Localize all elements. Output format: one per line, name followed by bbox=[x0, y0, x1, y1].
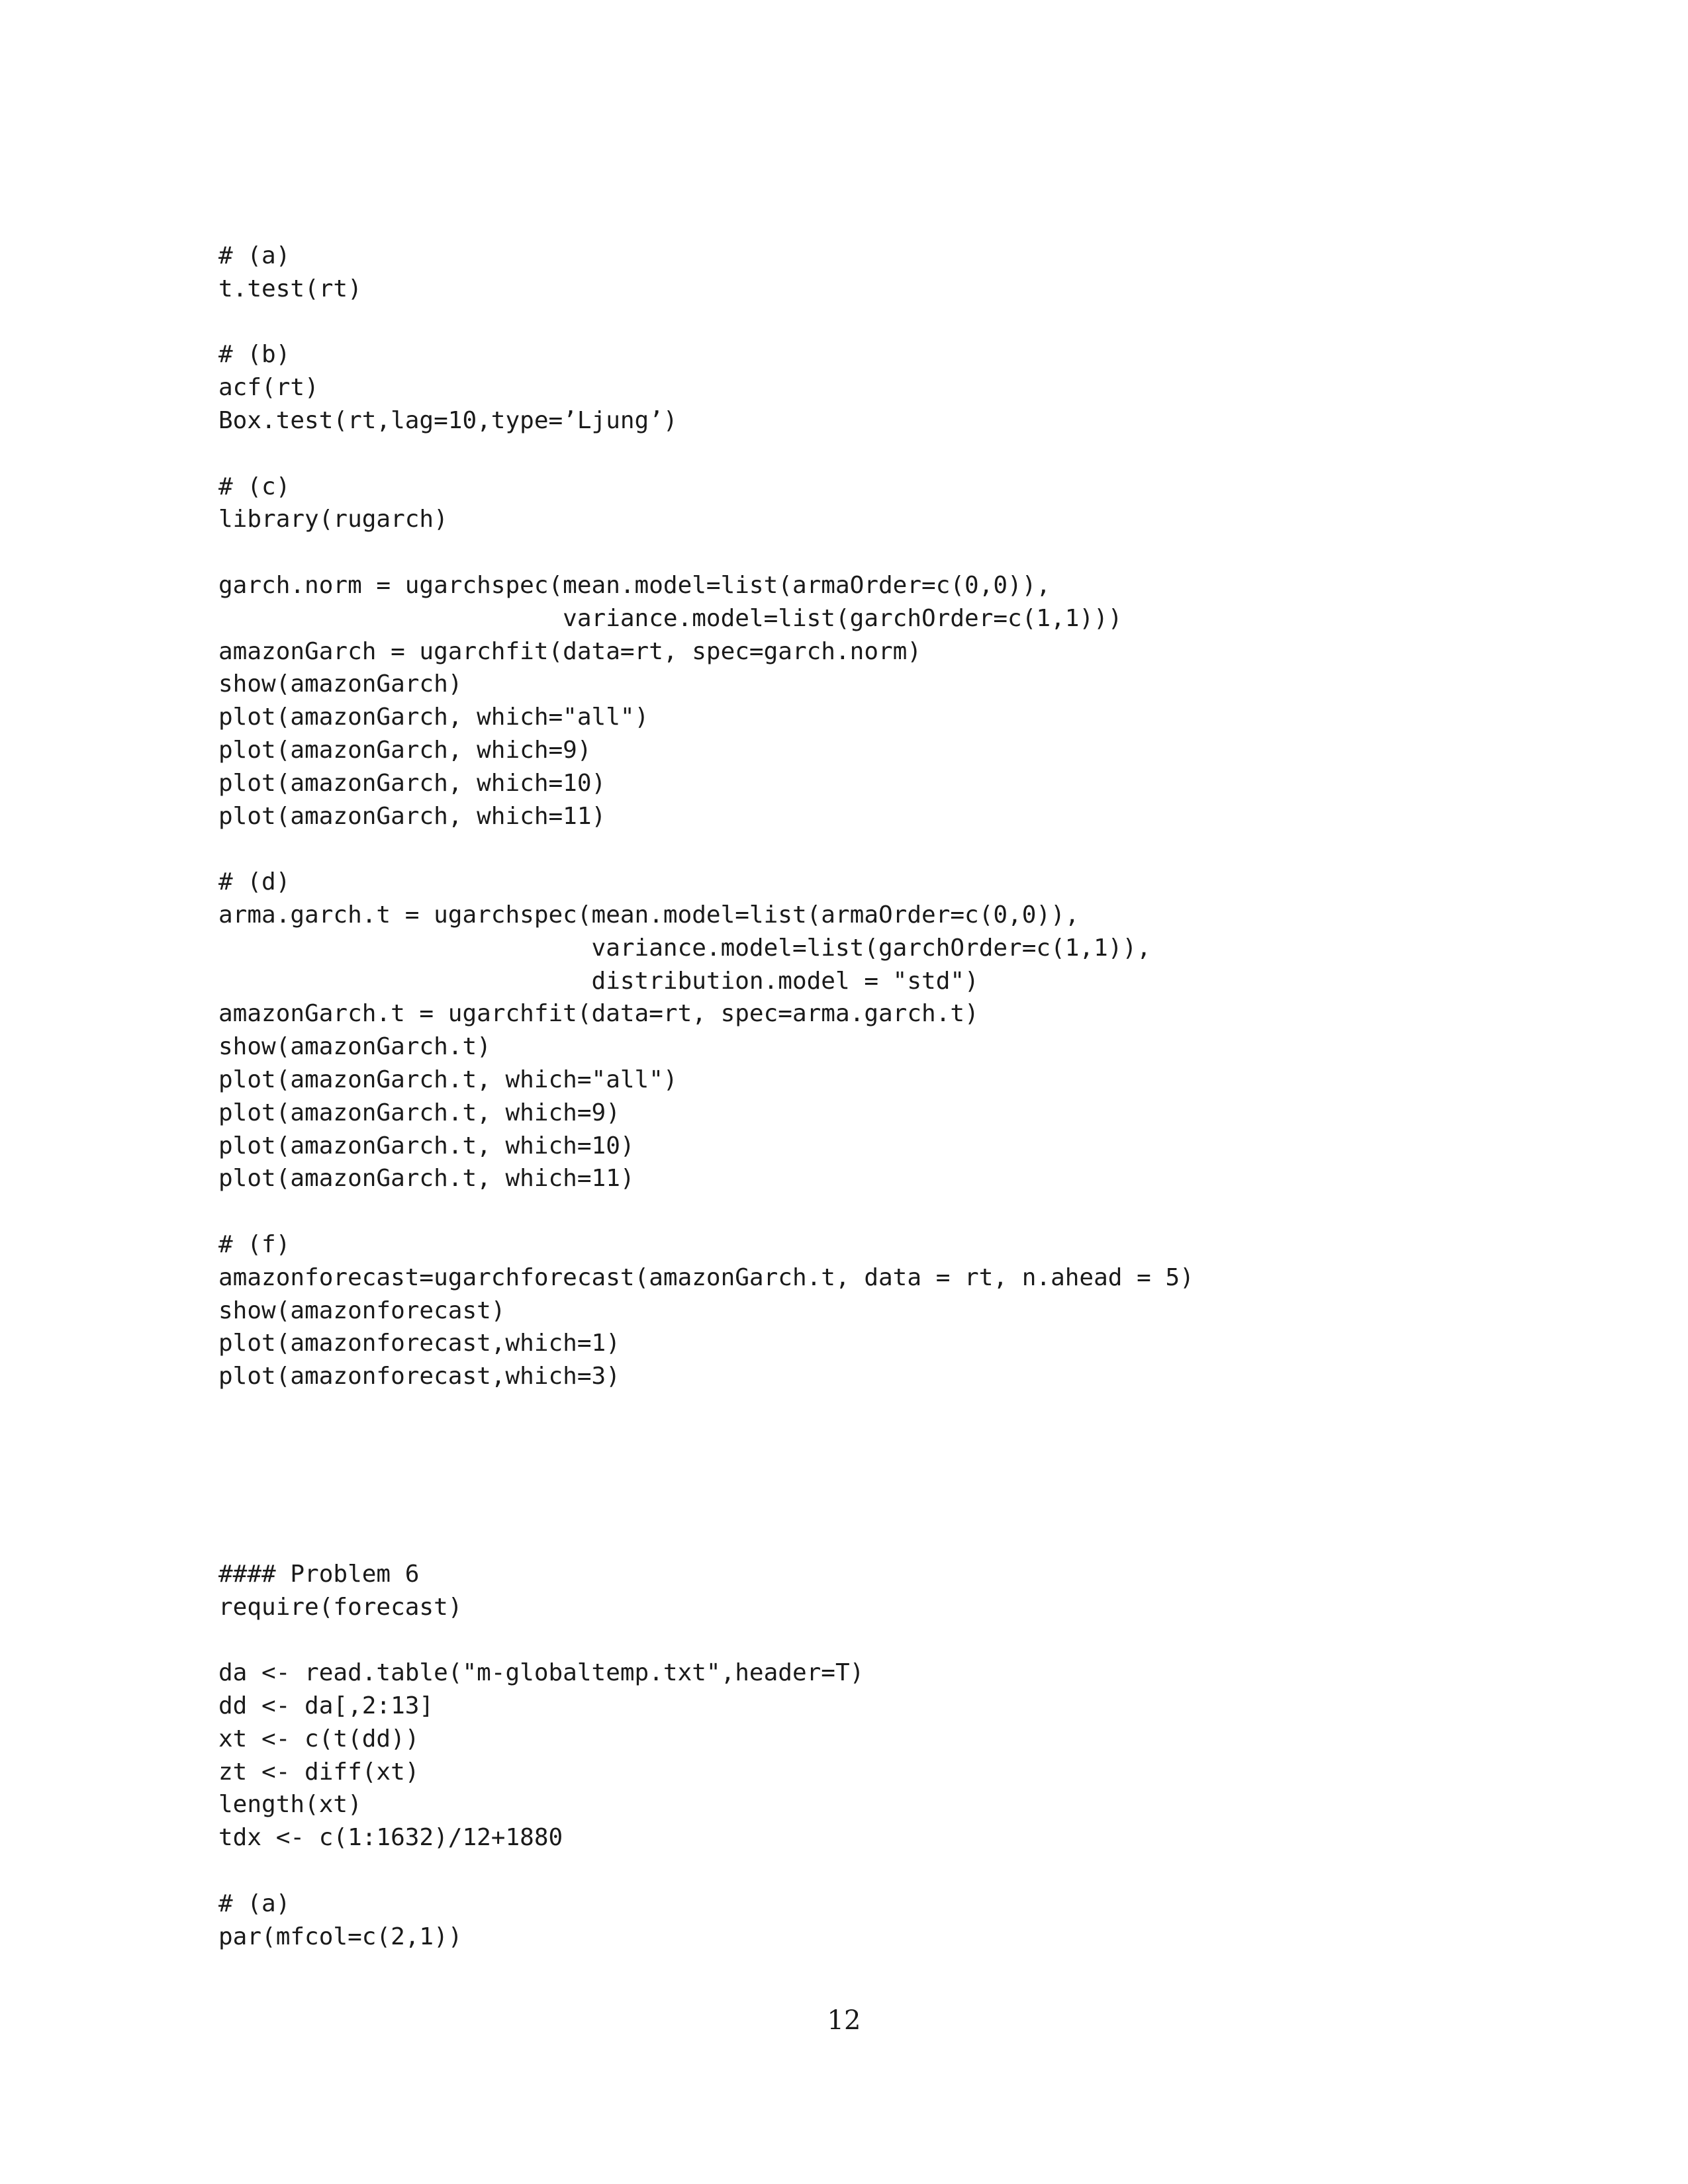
code-line: plot(amazonGarch, which=10) bbox=[218, 769, 606, 797]
code-line: plot(amazonforecast,which=3) bbox=[218, 1363, 620, 1390]
blank-code-line bbox=[218, 1623, 1194, 1657]
code-line: t.test(rt) bbox=[218, 275, 362, 302]
code-line: plot(amazonGarch.t, which=9) bbox=[218, 1099, 620, 1126]
blank-code-line bbox=[218, 1426, 1194, 1459]
page-number: 12 bbox=[827, 2005, 861, 2036]
code-line: plot(amazonGarch, which="all") bbox=[218, 704, 649, 731]
code-line: # (a) bbox=[218, 1889, 291, 1917]
code-line: show(amazonforecast) bbox=[218, 1297, 506, 1324]
code-line: amazonGarch.t = ugarchfit(data=rt, spec=arma.garch.t) bbox=[218, 1000, 979, 1028]
code-line: dd <- da[,2:13] bbox=[218, 1692, 434, 1720]
blank-code-line bbox=[218, 1393, 1194, 1426]
blank-code-line bbox=[218, 1525, 1194, 1558]
code-line: #### Problem 6 bbox=[218, 1560, 420, 1588]
code-line: acf(rt) bbox=[218, 374, 319, 402]
code-line: distribution.model = "std") bbox=[218, 967, 979, 995]
code-line: # (f) bbox=[218, 1230, 291, 1258]
code-line: variance.model=list(garchOrder=c(1,1)), bbox=[218, 934, 1151, 962]
code-line: # (b) bbox=[218, 341, 291, 369]
code-line: garch.norm = ugarchspec(mean.model=list(armaOrder=c(0,0)), bbox=[218, 571, 1051, 599]
code-line: plot(amazonGarch.t, which=11) bbox=[218, 1165, 635, 1193]
code-line: variance.model=list(garchOrder=c(1,1))) bbox=[218, 604, 1123, 632]
code-line: # (d) bbox=[218, 868, 291, 896]
code-listing bbox=[218, 240, 1194, 1953]
blank-code-line bbox=[218, 833, 1194, 866]
blank-code-line bbox=[218, 1492, 1194, 1525]
code-line: par(mfcol=c(2,1)) bbox=[218, 1923, 463, 1950]
code-line: tdx <- c(1:1632)/12+1880 bbox=[218, 1824, 563, 1852]
code-line: Box.test(rt,lag=10,type=’Ljung’) bbox=[218, 406, 678, 434]
blank-code-line bbox=[218, 1854, 1194, 1888]
code-line: arma.garch.t = ugarchspec(mean.model=list(armaOrder=c(0,0)), bbox=[218, 901, 1080, 929]
code-line: library(rugarch) bbox=[218, 506, 448, 533]
blank-code-line bbox=[218, 437, 1194, 471]
code-line: plot(amazonforecast,which=1) bbox=[218, 1330, 620, 1357]
blank-code-line bbox=[218, 1459, 1194, 1492]
code-line: amazonforecast=ugarchforecast(amazonGarch.t, data = rt, n.ahead = 5) bbox=[218, 1263, 1194, 1291]
code-line: length(xt) bbox=[218, 1791, 362, 1819]
code-line: da <- read.table("m-globaltemp.txt",header=T) bbox=[218, 1659, 865, 1687]
code-line: plot(amazonGarch, which=11) bbox=[218, 802, 606, 830]
code-line: xt <- c(t(dd)) bbox=[218, 1725, 420, 1752]
blank-code-line bbox=[218, 306, 1194, 339]
code-line: require(forecast) bbox=[218, 1593, 463, 1621]
code-line: # (c) bbox=[218, 473, 291, 500]
blank-code-line bbox=[218, 536, 1194, 569]
code-line: amazonGarch = ugarchfit(data=rt, spec=garch.norm) bbox=[218, 637, 922, 665]
blank-code-line bbox=[218, 1195, 1194, 1228]
code-line: plot(amazonGarch, which=9) bbox=[218, 736, 592, 764]
code-line: show(amazonGarch) bbox=[218, 670, 463, 698]
code-line: zt <- diff(xt) bbox=[218, 1758, 420, 1786]
code-line: show(amazonGarch.t) bbox=[218, 1033, 491, 1061]
code-line: plot(amazonGarch.t, which="all") bbox=[218, 1066, 678, 1093]
code-line: plot(amazonGarch.t, which=10) bbox=[218, 1132, 635, 1160]
code-line: # (a) bbox=[218, 242, 291, 269]
